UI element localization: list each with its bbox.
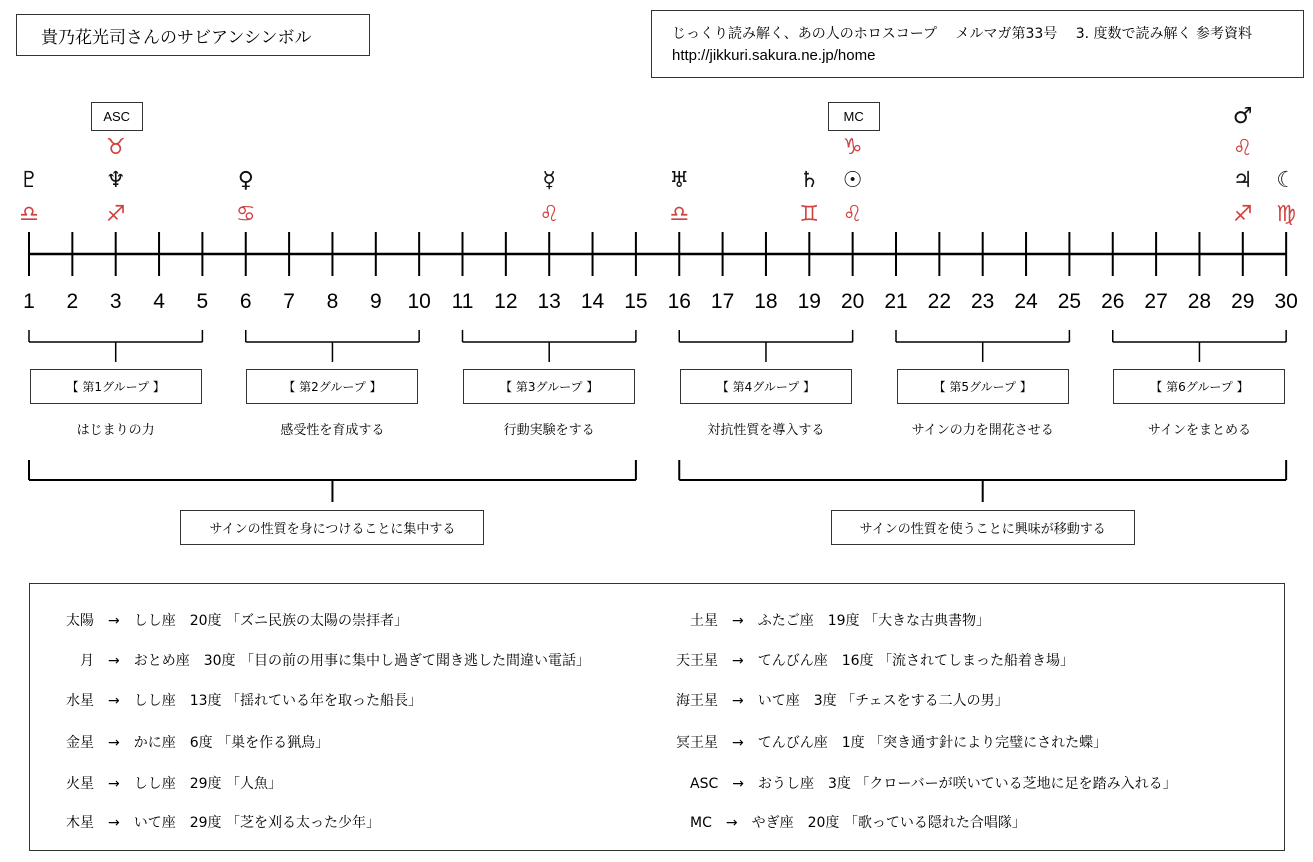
degree-label: 24 xyxy=(1014,290,1038,313)
degree-label: 17 xyxy=(710,290,735,313)
leo-icon: ♌ xyxy=(842,202,863,227)
degree-label: 25 xyxy=(1057,290,1082,313)
degree-label: 1 xyxy=(23,290,35,313)
virgo-icon: ♍ xyxy=(1276,202,1296,227)
pluto-icon: ♇ xyxy=(19,168,39,193)
degree-label: 28 xyxy=(1187,290,1212,313)
saturn-icon: ♄ xyxy=(799,168,820,193)
degree-label: 7 xyxy=(283,290,295,313)
group-label: 【 第5グループ 】 xyxy=(897,369,1069,404)
sabian-entry: 水星 → しし座 13度 「揺れている年を取った船長」 xyxy=(66,693,422,709)
degree-label: 13 xyxy=(537,290,561,313)
sagittarius-icon: ♐ xyxy=(1232,202,1253,227)
degree-label: 29 xyxy=(1231,290,1255,313)
group-description: サインをまとめる xyxy=(1147,423,1251,438)
half-label: サインの性質を使うことに興味が移動する xyxy=(831,510,1135,545)
sabian-entry: 金星 → かに座 6度 「巣を作る猟鳥」 xyxy=(66,735,330,751)
degree-label: 18 xyxy=(754,290,778,313)
sagittarius-icon: ♐ xyxy=(105,202,126,227)
uranus-icon: ♅ xyxy=(669,168,690,193)
degree-label: 20 xyxy=(840,290,865,313)
cancer-icon: ♋ xyxy=(235,202,256,227)
group-description: はじまりの力 xyxy=(76,423,155,438)
degree-label: 23 xyxy=(971,290,995,313)
degree-label: 12 xyxy=(494,290,518,313)
degree-label: 10 xyxy=(407,290,431,313)
taurus-icon: ♉ xyxy=(105,135,126,160)
degree-label: 8 xyxy=(326,290,339,313)
sabian-list-box xyxy=(29,583,1285,851)
degree-label: 3 xyxy=(109,290,122,313)
degree-label: 11 xyxy=(451,290,474,313)
sabian-entry: 天王星 → てんびん座 16度 「流されてしまった船着き場」 xyxy=(676,653,1074,669)
degree-label: 6 xyxy=(239,290,252,313)
sabian-entry: 木星 → いて座 29度 「芝を刈る太った少年」 xyxy=(66,815,380,831)
group-description: 感受性を育成する xyxy=(280,423,385,438)
asc-label: ASC xyxy=(91,102,143,131)
degree-label: 21 xyxy=(884,290,908,313)
capricorn-icon: ♑ xyxy=(842,135,863,160)
moon-icon: ☾ xyxy=(1276,168,1296,193)
degree-label: 5 xyxy=(196,290,209,313)
sabian-entry: 太陽 → しし座 20度 「ズニ民族の太陽の崇拝者」 xyxy=(66,613,408,629)
group-description: サインの力を開花させる xyxy=(911,423,1054,438)
neptune-icon: ♆ xyxy=(105,168,126,193)
degree-label: 26 xyxy=(1101,290,1125,313)
gemini-icon: ♊ xyxy=(799,202,820,227)
degree-label: 27 xyxy=(1144,290,1168,313)
degree-label: 16 xyxy=(667,290,691,313)
sabian-entry: 海王星 → いて座 3度 「チェスをする二人の男」 xyxy=(676,693,1009,709)
half-label: サインの性質を身につけることに集中する xyxy=(180,510,484,545)
sabian-entry: 月 → おとめ座 30度 「目の前の用事に集中し過ぎて聞き逃した間違い電話」 xyxy=(66,653,590,669)
sabian-entry: MC → やぎ座 20度 「歌っている隠れた合唱隊」 xyxy=(676,815,1026,831)
group-label: 【 第4グループ 】 xyxy=(680,369,852,404)
jupiter-icon: ♃ xyxy=(1232,168,1253,193)
leo-icon: ♌ xyxy=(1232,136,1253,161)
group-label: 【 第3グループ 】 xyxy=(463,369,635,404)
group-label: 【 第6グループ 】 xyxy=(1113,369,1285,404)
degree-label: 2 xyxy=(66,290,79,313)
sabian-entry: 火星 → しし座 29度 「人魚」 xyxy=(66,776,282,792)
degree-label: 30 xyxy=(1274,290,1298,313)
group-label: 【 第2グループ 】 xyxy=(246,369,418,404)
reference-text: じっくり読み解く、あの人のホロスコープ メルマガ第33号 3. 度数で読み解く 参考資料 xyxy=(672,26,1252,42)
page-title: 貴乃花光司さんのサビアンシンボル xyxy=(16,14,370,56)
degree-label: 19 xyxy=(797,290,821,313)
reference-url[interactable]: http://jikkuri.sakura.ne.jp/home xyxy=(672,47,876,64)
mc-label: MC xyxy=(828,102,880,131)
mercury-icon: ☿ xyxy=(542,168,556,193)
libra-icon: ♎ xyxy=(19,202,39,227)
sabian-entry: ASC → おうし座 3度 「クローバーが咲いている芝地に足を踏み入れる」 xyxy=(676,776,1177,792)
leo-icon: ♌ xyxy=(539,202,560,227)
degree-label: 22 xyxy=(927,290,952,313)
sabian-entry: 土星 → ふたご座 19度 「大きな古典書物」 xyxy=(676,613,990,629)
degree-label: 15 xyxy=(624,290,648,313)
degree-label: 9 xyxy=(369,290,382,313)
libra-icon: ♎ xyxy=(669,202,690,227)
group-description: 対抗性質を導入する xyxy=(707,423,825,438)
sabian-entry: 冥王星 → てんびん座 1度 「突き通す針により完璧にされた蝶」 xyxy=(676,735,1108,751)
degree-label: 4 xyxy=(153,290,165,313)
mars-icon: ♂ xyxy=(1232,104,1253,129)
group-label: 【 第1グループ 】 xyxy=(30,369,202,404)
venus-icon: ♀ xyxy=(237,168,254,193)
sun-icon: ☉ xyxy=(842,168,863,193)
degree-label: 14 xyxy=(580,290,605,313)
group-description: 行動実験をする xyxy=(503,423,595,438)
